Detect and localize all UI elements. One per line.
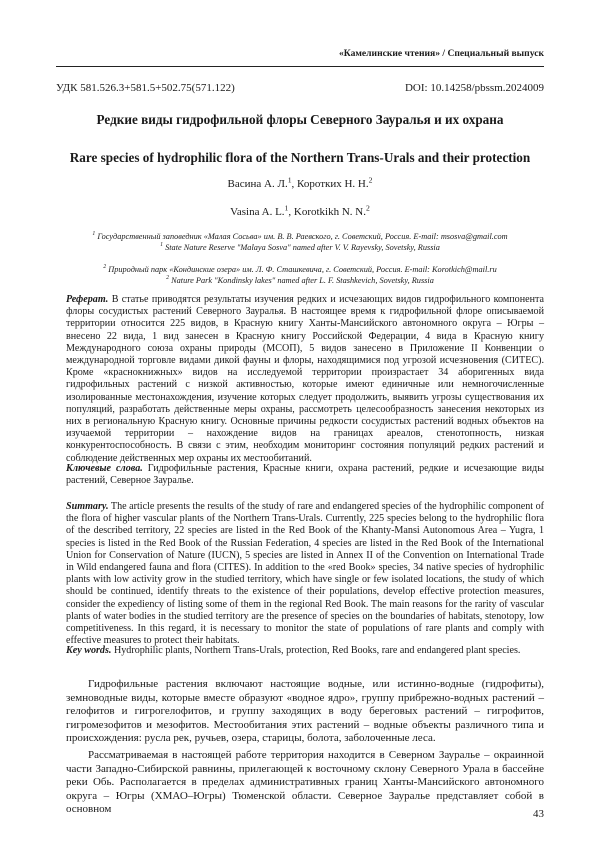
author-name: Коротких Н. Н. xyxy=(297,178,369,190)
affiliation-mark: 1 xyxy=(287,175,292,185)
header-rule xyxy=(56,66,544,67)
affiliation-en xyxy=(56,242,544,253)
author-separator: , xyxy=(288,206,294,218)
summary-text: The article presents the results of the study of rare and endangered species of the hydrophilic component of the flora of higher vascular plants of the Northern Trans-Urals. Currently, 225 species belong to the hydrophilic flora of the described territory, 22 species are listed in the Red Book of the Khanty-Mansi Autonomous Area – Yugra, 1 species is listed in the Red Book of the Russian Federation, 4 species are listed in the Red Book of the International Union for Conservation of Nature (IUCN), 5 species are listed in Annex II of the Convention on International Trade in Wild endangered fauna and flora (CITES). In addition to the «red Book» species, 34 native species of hydrophilic plants with low activity grow in the studied territory, which have single or few isolated locations, the study of which should be continued, identify threats to the existence of their populations, develop effective protection measures, consider the expediency of listing some of them in the regional Red Book. The main reasons for the rarity of vascular plants of water bodies in the studied territory are the presence of species on the boundaries of habitats, stenotopy, low competitiveness. In this regard, it is necessary to monitor the state of populations of rare plants and comply with effective measures to protect their habitats. xyxy=(66,501,545,647)
body-paragraph xyxy=(66,749,544,817)
abstract-text: В статье приводятся результаты изучения редких и исчезающих видов гидрофильного компонента флоры сосудистых растений Северного Зауралья. В настоящее время к гидрофильной флоре описываемой территории относится 225 видов, в Красную книгу Ханты-Мансийского автономного округа – Югры – внесено 22 вида, 1 вид занесен в Красную книгу Российской Федерации, 4 вида в Красную книгу Международного союза охраны природы (МСОП), 5 видов занесено в Приложение II Конвенции о международной торговле видами дикой фауны и флоры, находящимися под угрозой исчезновения (СИТЕС). Кроме «краснокнижных» видов на исследуемой территории произрастает 34 аборигенных вида гидрофильных растений с низкой активностью, которые имеют единичные или немногочисленные изолированные местонахождения, изучение которых следует продолжить, выявить угрозы существования их популяций, разработать действенные меры охраны, рассмотреть целесообразность занесения некоторых из них в региональную Красную книгу. Основные причины редкости сосудистых растений водных объектов на изучаемой территории – нахождение видов на границах ареалов, стенотопность, низкая конкурентоспособность. В связи с этим, необходим мониторинг состояния популяций редких растений и соблюдение действенных мер охраны их местообитаний. xyxy=(66,294,544,464)
authors-english xyxy=(56,203,544,218)
body-paragraph xyxy=(66,678,544,746)
keywords-label: Ключевые слова. xyxy=(66,463,143,474)
page-number: 43 xyxy=(533,808,544,820)
affiliation-2 xyxy=(56,264,544,286)
keywords-text: Hydrophilic plants, Northern Trans-Urals, protection, Red Books, rare and endangered plant species. xyxy=(113,645,521,656)
udc-code: УДК 581.526.3+581.5+502.75(571.122) xyxy=(56,82,235,94)
author-name: Vasina A. L. xyxy=(230,206,285,218)
author-name: Korotkikh N. N. xyxy=(293,206,366,218)
affiliation-ru xyxy=(56,231,544,242)
affiliation-text: Nature Park "Kondinsky lakes" named after L. F. Stashkevich, Sovetsky, Russia xyxy=(171,276,434,285)
affiliation-text: Государственный заповедник «Малая Сосьва» им. В. В. Раевского, г. Советский, Россия. E-mail: msosva@gmail.com xyxy=(97,232,508,241)
running-head: «Камелинские чтения» / Специальный выпуск xyxy=(338,48,544,59)
author-name: Васина А. Л. xyxy=(227,178,288,190)
keywords-label: Key words. xyxy=(66,645,112,656)
affiliation-mark: 2 xyxy=(366,203,370,213)
summary-label: Summary. xyxy=(66,501,109,512)
keywords-russian xyxy=(66,463,544,487)
affiliation-1 xyxy=(56,231,544,253)
keywords-english xyxy=(66,645,544,657)
keywords-text: Гидрофильные растения, Красные книги, охрана растений, редкие и исчезающие виды растений, Северное Зауралье. xyxy=(66,463,544,487)
abstract-label: Реферат. xyxy=(66,294,109,305)
affiliation-ru xyxy=(56,264,544,275)
affiliation-mark: 2 xyxy=(103,264,107,271)
affiliation-mark: 2 xyxy=(368,175,373,185)
author-separator: , xyxy=(291,178,298,190)
affiliation-mark: 1 xyxy=(284,203,289,213)
summary xyxy=(66,501,544,647)
affiliation-en xyxy=(56,275,544,286)
affiliation-text: State Nature Reserve "Malaya Sosva" named after V. V. Rayevsky, Sovetsky, Russia xyxy=(165,243,440,252)
affiliation-mark: 2 xyxy=(166,275,170,282)
identifier-line xyxy=(56,82,544,94)
doi[interactable]: DOI: 10.14258/pbssm.2024009 xyxy=(404,82,544,94)
title-english: Rare species of hydrophilic flora of the Northern Trans-Urals and their protection xyxy=(69,150,531,165)
paragraph-text: Гидрофильные растения включают настоящие водные, или истинно-водные (гидрофиты), земноводные виды, которые вместе образуют «водное ядро», группу прибрежно-водных растений – гелофитов и гигрогелофитов, и группу заходящих в воду береговых растений – гигрофитов, гигромезофитов и мезофитов. Местообитания этих растений – водные объекты различного типа и происхождения: русла рек, ручьев, озера, старицы, болота, заболоченные леса. xyxy=(66,678,544,744)
paragraph-text: Рассматриваемая в настоящей работе территория находится в Северном Зауралье – окраинной части Западно-Сибирской равнины, прилегающей к восточному склону Северного Урала в бассейне реки Обь. Располагается в пределах административных границ Ханты-Мансийского автономного округа – Югры (ХМАО–Югры) Тюменской области. Северное Зауралье представляет собой в основном xyxy=(66,749,544,815)
abstract xyxy=(66,294,544,465)
affiliation-text: Природный парк «Кондинские озера» им. Л. Ф. Сташкевича, г. Советский, Россия. E-mail: Korotkich@mail.ru xyxy=(108,265,497,274)
authors-russian xyxy=(56,175,544,190)
affiliation-mark: 1 xyxy=(160,242,164,249)
affiliation-mark: 1 xyxy=(92,231,96,238)
title-russian: Редкие виды гидрофильной флоры Северного Зауралья и их охрана xyxy=(96,112,504,127)
